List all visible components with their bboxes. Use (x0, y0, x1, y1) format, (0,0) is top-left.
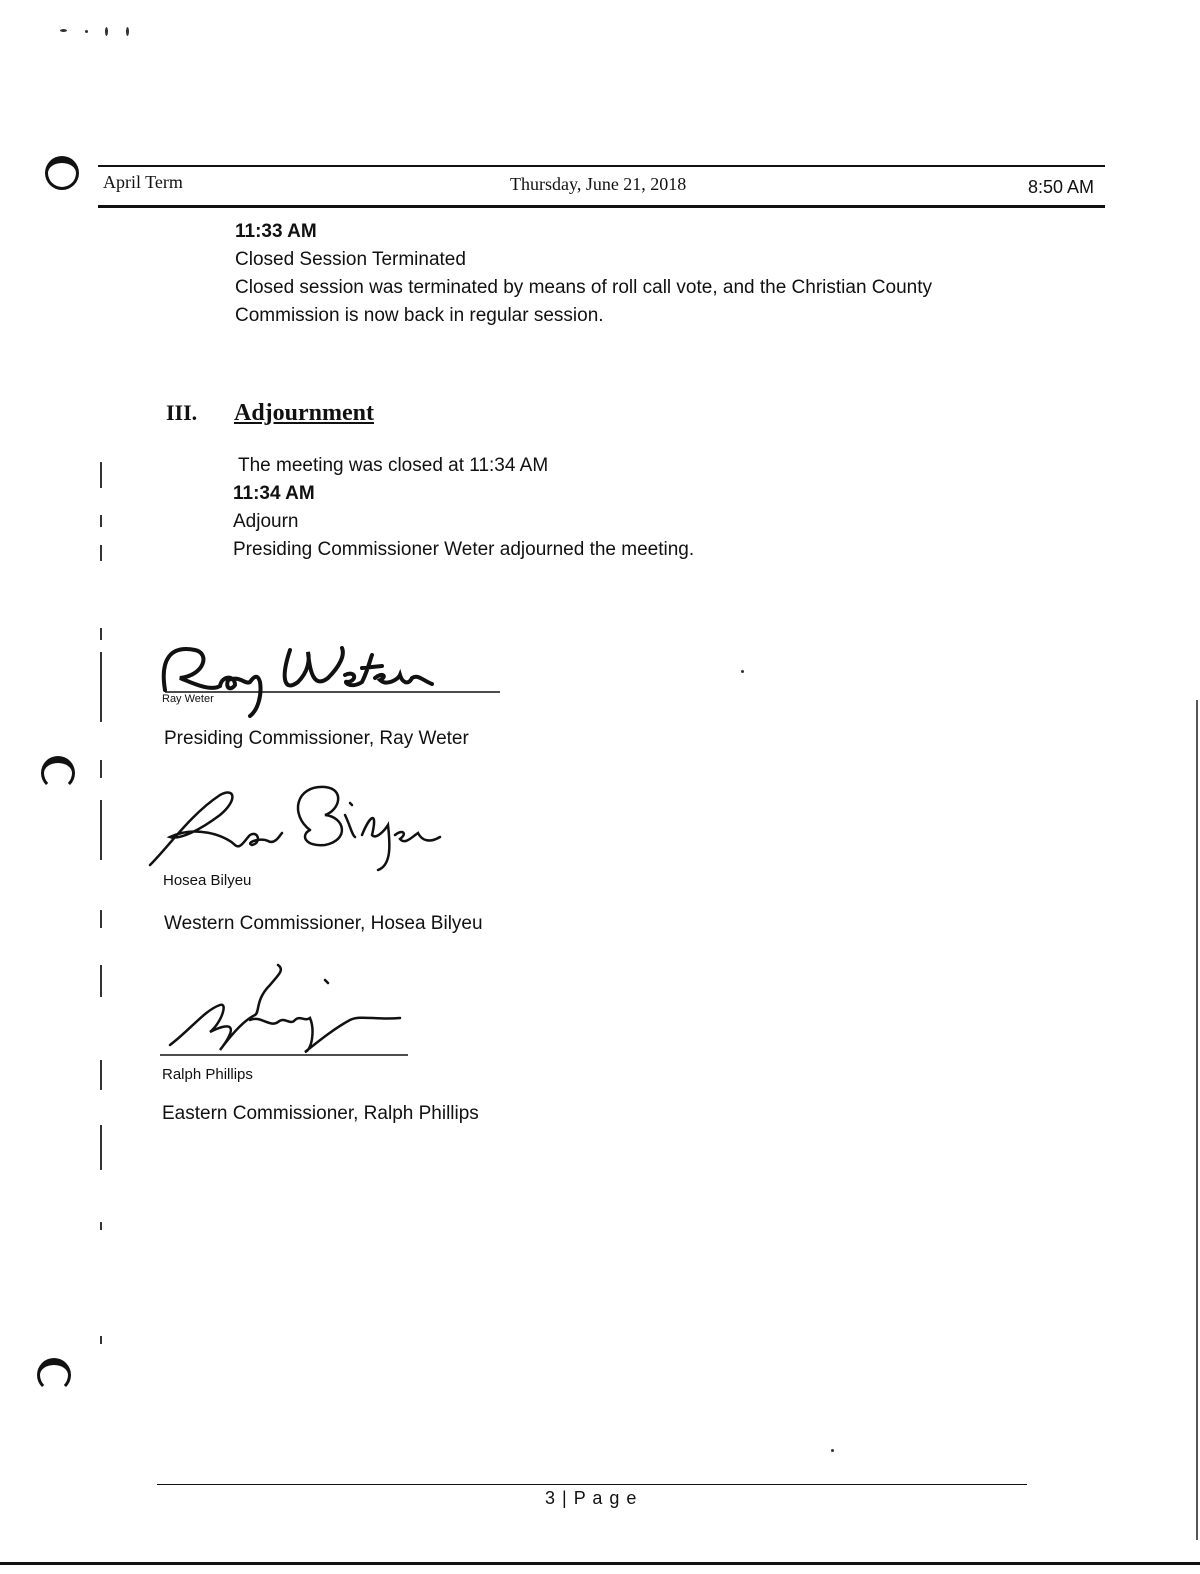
closed-session-block (235, 218, 1095, 330)
section-heading-adjournment: Adjournment (234, 400, 375, 426)
adjournment-block (233, 452, 1093, 564)
header-term: April Term (103, 172, 183, 192)
header-bottom-rule (98, 205, 1105, 208)
closed-session-text-line1: Closed session was terminated by means of roll call vote, and the Christian County (235, 277, 933, 298)
signature-title-3: Eastern Commissioner, Ralph Phillips (162, 1103, 479, 1124)
footer-rule (157, 1484, 1027, 1485)
adjournment-time: 11:34 AM (233, 483, 315, 504)
header-date: Thursday, June 21, 2018 (510, 174, 687, 194)
stray-dot (831, 1449, 834, 1452)
adjournment-description: Presiding Commissioner Weter adjourned the meeting. (233, 539, 695, 560)
signature-hosea-bilyeu (140, 775, 460, 875)
signature-ray-weter (150, 620, 510, 720)
page-number: 3 | P a g e (545, 1488, 638, 1508)
section-numeral: III. (166, 400, 198, 425)
header-time: 8:50 AM (1028, 177, 1095, 197)
signature-printed-name-3: Ralph Phillips (162, 1066, 253, 1083)
closed-session-text-line2: Commission is now back in regular session. (235, 305, 604, 326)
scan-artifact-marks (60, 24, 140, 38)
signature-ralph-phillips (160, 960, 420, 1060)
binder-hole-bottom (37, 1358, 71, 1392)
scan-bottom-edge (0, 1562, 1200, 1565)
closed-session-title: Closed Session Terminated (235, 249, 466, 270)
signature-title-1: Presiding Commissioner, Ray Weter (164, 728, 469, 749)
adjournment-action: Adjourn (233, 511, 299, 532)
signature-printed-name-2: Hosea Bilyeu (163, 872, 252, 889)
signature-title-2: Western Commissioner, Hosea Bilyeu (164, 913, 483, 934)
header-top-rule (98, 165, 1105, 167)
binder-hole-top (45, 156, 79, 190)
signature-printed-name-1: Ray Weter (162, 693, 214, 705)
closed-session-time: 11:33 AM (235, 221, 317, 242)
stray-dot (741, 670, 744, 673)
scan-right-edge (1196, 700, 1198, 1540)
binder-hole-middle (41, 756, 75, 790)
adjournment-closed-note: The meeting was closed at 11:34 AM (238, 455, 549, 476)
